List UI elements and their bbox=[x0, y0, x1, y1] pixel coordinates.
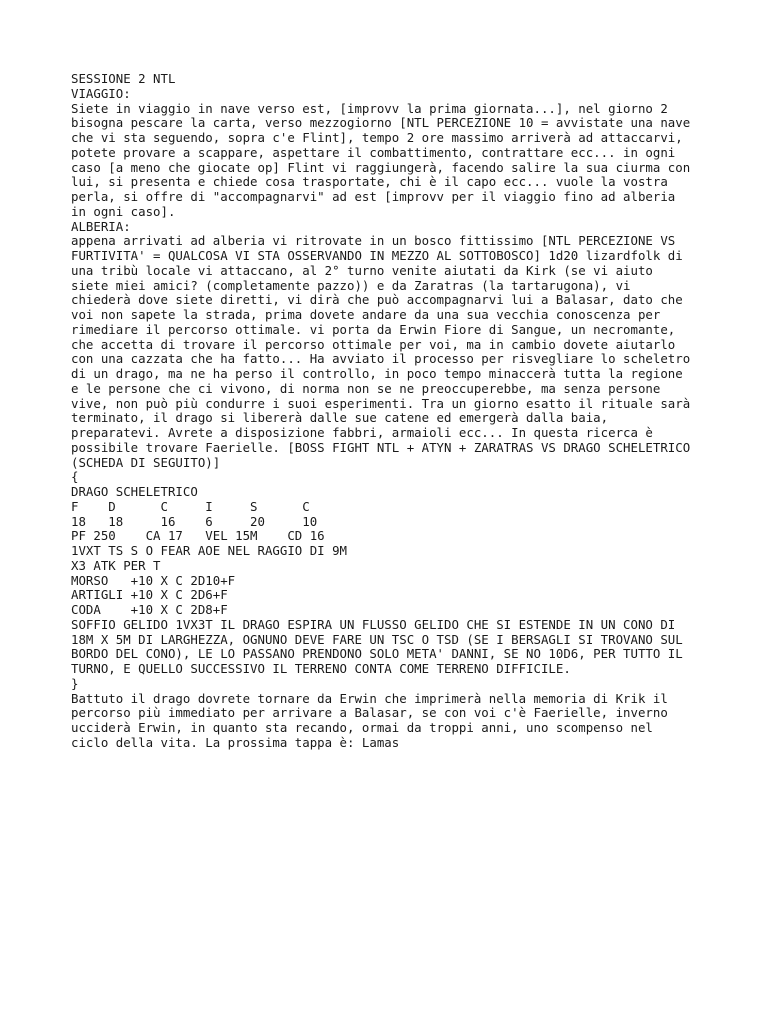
text-line: che vi sta seguendo, sopra c'e Flint], tempo 2 ore massimo arriverà ad attaccarvi, bbox=[71, 130, 683, 145]
text-line: terminato, il drago si libererà dalle sue catene ed emergerà dalla baia, bbox=[71, 410, 609, 426]
document-text bbox=[71, 72, 731, 751]
text-line: bisogna pescare la carta, verso mezzogiorno [NTL PERCEZIONE 10 = avvistate una nave bbox=[71, 115, 691, 131]
text-line: FURTIVITA' = QUALCOSA VI STA OSSERVANDO IN MEZZO AL SOTTOBOSCO] 1d20 lizardfolk di bbox=[71, 248, 683, 263]
text-line: e le persone che ci vivono, di norma non se ne preoccuperebbe, ma senza persone bbox=[71, 380, 661, 396]
text-line: PF 250 CA 17 VEL 15M CD 16 bbox=[71, 528, 325, 544]
text-line: rimediare il percorso ottimale. vi porta da Erwin Fiore di Sangue, un necromante, bbox=[71, 321, 676, 337]
text-line: con una cazzata che ha fatto... Ha avviato il processo per risvegliare lo scheletro bbox=[71, 351, 691, 367]
text-line: appena arrivati ad alberia vi ritrovate in un bosco fittissimo [NTL PERCEZIONE VS bbox=[71, 233, 676, 249]
text-line: DRAGO SCHELETRICO bbox=[71, 484, 198, 499]
text-line: siete miei amici? (completamente pazzo)) e da Zaratras (la tartarugona), vi bbox=[71, 277, 631, 293]
text-line: che accetta di trovare il percorso ottimale per voi, ma in cambio dovete aiutarlo bbox=[71, 336, 676, 352]
text-line: Siete in viaggio in nave verso est, [improvv la prima giornata...], nel giorno 2 bbox=[71, 100, 668, 116]
text-line: preparatevi. Avrete a disposizione fabbri, armaioli ecc... In questa ricerca è bbox=[71, 425, 653, 440]
text-line: F D C I S C bbox=[71, 498, 310, 514]
text-line: X3 ATK PER T bbox=[71, 557, 161, 573]
text-line: TURNO, E QUELLO SUCCESSIVO IL TERRENO CONTA COME TERRENO DIFFICILE. bbox=[71, 661, 571, 676]
text-line: vive, non può più condurre i suoi esperimenti. Tra un giorno esatto il rituale sarà bbox=[71, 395, 691, 411]
text-line: } bbox=[71, 675, 79, 691]
text-line: caso [a meno che giocate op] Flint vi raggiungerà, facendo salire la sua ciurma con bbox=[71, 159, 691, 175]
text-line: { bbox=[71, 469, 79, 485]
text-line: una tribù locale vi attaccano, al 2° turno venite aiutati da Kirk (se vi aiuto bbox=[71, 262, 653, 278]
text-line: possibile trovare Faerielle. [BOSS FIGHT NTL + ATYN + ZARATRAS VS DRAGO SCHELETRICO bbox=[71, 439, 691, 455]
text-line: SESSIONE 2 NTL bbox=[71, 71, 176, 86]
text-line: ALBERIA: bbox=[71, 218, 131, 234]
text-line: di un drago, ma ne ha perso il controllo, in poco tempo minaccerà tutta la regione bbox=[71, 366, 683, 381]
text-line: ucciderà Erwin, in quanto sta recando, ormai da troppi anni, uno scompenso nel bbox=[71, 720, 653, 735]
text-line: SOFFIO GELIDO 1VX3T IL DRAGO ESPIRA UN FLUSSO GELIDO CHE SI ESTENDE IN UN CONO DI bbox=[71, 616, 676, 632]
text-line: chiederà dove siete diretti, vi dirà che può accompagnarvi lui a Balasar, dato che bbox=[71, 292, 683, 308]
text-line: MORSO +10 X C 2D10+F bbox=[71, 572, 236, 588]
text-line: perla, si offre di "accompagnarvi" ad est [improvv per il viaggio fino ad alberia bbox=[71, 189, 676, 204]
text-line: BORDO DEL CONO), LE LO PASSANO PRENDONO SOLO META' DANNI, SE NO 10D6, PER TUTTO IL bbox=[71, 646, 683, 662]
text-line: 18 18 16 6 20 10 bbox=[71, 513, 318, 529]
text-line: ARTIGLI +10 X C 2D6+F bbox=[71, 587, 228, 603]
text-line: percorso più immediato per arrivare a Balasar, se con voi c'è Faerielle, inverno bbox=[71, 705, 668, 721]
text-line: ciclo della vita. La prossima tappa è: Lamas bbox=[71, 734, 400, 750]
text-line: 18M X 5M DI LARGHEZZA, OGNUNO DEVE FARE UN TSC O TSD (SE I BERSAGLI SI TROVANO SUL bbox=[71, 631, 683, 647]
text-line: Battuto il drago dovrete tornare da Erwin che imprimerà nella memoria di Krik il bbox=[71, 690, 668, 706]
text-line: CODA +10 X C 2D8+F bbox=[71, 602, 228, 617]
text-line: lui, si presenta e chiede cosa trasportate, chi è il capo ecc... vuole la vostra bbox=[71, 174, 668, 190]
text-line: voi non sapete la strada, prima dovete andare da una sua vecchia conoscenza per bbox=[71, 307, 661, 322]
text-line: (SCHEDA DI SEGUITO)] bbox=[71, 454, 221, 470]
text-line: in ogni caso]. bbox=[71, 203, 176, 219]
text-line: 1VXT TS S O FEAR AOE NEL RAGGIO DI 9M bbox=[71, 543, 348, 558]
text-line: VIAGGIO: bbox=[71, 85, 131, 101]
text-line: potete provare a scappare, aspettare il combattimento, contrattare ecc... in ogni bbox=[71, 144, 676, 160]
